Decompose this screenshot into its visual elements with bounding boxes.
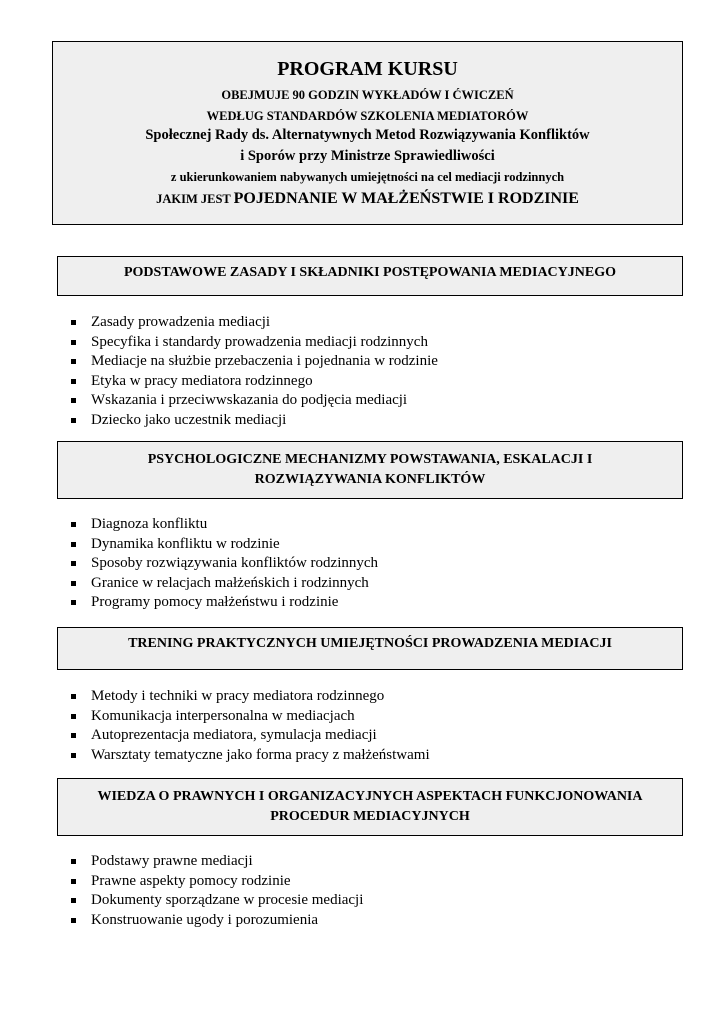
section-heading-2	[57, 441, 683, 499]
list-item	[71, 911, 363, 931]
square-bullet-icon	[71, 320, 76, 325]
square-bullet-icon	[71, 898, 76, 903]
list-item-text: Mediacje na służbie przebaczenia i pojednania w rodzinie	[91, 353, 438, 369]
course-program-header	[52, 41, 683, 225]
list-item-text: Warsztaty tematyczne jako forma pracy z małżeństwami	[91, 746, 430, 763]
square-bullet-icon	[71, 753, 76, 758]
square-bullet-icon	[71, 733, 76, 738]
list-item	[71, 872, 363, 892]
header-goal-emphasis: POJEDNANIE W MAŁŻEŃSTWIE I RODZINIE	[233, 190, 579, 207]
section-list-3	[71, 687, 430, 765]
list-item-text: Komunikacja interpersonalna w mediacjach	[91, 707, 355, 724]
section-list-2	[71, 515, 378, 613]
list-item-text: Specyfika i standardy prowadzenia mediacji rodzinnych	[91, 333, 428, 350]
list-item-text: Metody i techniki w pracy mediatora rodzinnego	[91, 688, 385, 704]
square-bullet-icon	[71, 581, 76, 586]
list-item	[71, 535, 378, 555]
square-bullet-icon	[71, 542, 76, 547]
section-heading-1	[57, 256, 683, 296]
list-item-text: Prawne aspekty pomocy rodzinie	[91, 872, 291, 889]
list-item	[71, 554, 378, 574]
list-item-text: Sposoby rozwiązywania konfliktów rodzinnych	[91, 555, 379, 571]
list-item	[71, 313, 438, 333]
list-item	[71, 352, 438, 372]
list-item-text: Dokumenty sporządzane w procesie mediacji	[91, 892, 364, 908]
list-item	[71, 852, 363, 872]
list-item-text: Granice w relacjach małżeńskich i rodzinnych	[91, 574, 369, 591]
header-line-goal	[53, 189, 682, 209]
header-line-hours: OBEJMUJE 90 GODZIN WYKŁADÓW I ĆWICZEŃ	[221, 88, 514, 102]
square-bullet-icon	[71, 398, 76, 403]
header-line-focus: z ukierunkowaniem nabywanych umiejętności na cel mediacji rodzinnych	[170, 170, 565, 184]
list-item-text: Konstruowanie ugody i porozumienia	[91, 911, 319, 928]
header-line-standards: WEDŁUG STANDARDÓW SZKOLENIA MEDIATORÓW	[206, 109, 529, 123]
list-item-text: Programy pomocy małżeństwu i rodzinie	[91, 594, 339, 610]
list-item-text: Etyka w pracy mediatora rodzinnego	[91, 372, 313, 389]
list-item-text: Podstawy prawne mediacji	[91, 853, 253, 869]
section-list-4	[71, 852, 363, 930]
list-item-text: Dynamika konfliktu w rodzinie	[91, 535, 280, 552]
header-goal-prefix: JAKIM JEST	[156, 192, 234, 206]
list-item	[71, 593, 378, 613]
section-heading-4	[57, 778, 683, 836]
page-title: PROGRAM KURSU	[277, 58, 458, 80]
list-item	[71, 515, 378, 535]
square-bullet-icon	[71, 859, 76, 864]
list-item	[71, 333, 438, 353]
square-bullet-icon	[71, 379, 76, 384]
section-title: WIEDZA O PRAWNYCH I ORGANIZACYJNYCH ASPEKTACH FUNKCJONOWANIA PROCEDUR MEDIACYJNYCH	[97, 789, 643, 824]
square-bullet-icon	[71, 561, 76, 566]
list-item-text: Dziecko jako uczestnik mediacji	[91, 411, 287, 428]
list-item	[71, 746, 430, 766]
list-item	[71, 372, 438, 392]
square-bullet-icon	[71, 918, 76, 923]
square-bullet-icon	[71, 418, 76, 423]
list-item	[71, 891, 363, 911]
list-item	[71, 707, 430, 727]
list-item-text: Wskazania i przeciwwskazania do podjęcia mediacji	[91, 392, 408, 408]
header-line-council: Społecznej Rady ds. Alternatywnych Metod Rozwiązywania Konfliktów	[145, 127, 590, 143]
section-list-1	[71, 313, 438, 430]
section-title: TRENING PRAKTYCZNYCH UMIEJĘTNOŚCI PROWADZENIA MEDIACJI	[128, 636, 612, 651]
list-item	[71, 391, 438, 411]
list-item	[71, 574, 378, 594]
square-bullet-icon	[71, 694, 76, 699]
list-item-text: Zasady prowadzenia mediacji	[91, 314, 271, 330]
square-bullet-icon	[71, 359, 76, 364]
square-bullet-icon	[71, 600, 76, 605]
section-heading-3	[57, 627, 683, 670]
square-bullet-icon	[71, 714, 76, 719]
list-item	[71, 411, 438, 431]
section-title: PSYCHOLOGICZNE MECHANIZMY POWSTAWANIA, ESKALACJI I ROZWIĄZYWANIA KONFLIKTÓW	[147, 452, 593, 487]
list-item-text: Autoprezentacja mediatora, symulacja mediacji	[91, 727, 377, 743]
header-line-ministry: i Sporów przy Ministrze Sprawiedliwości	[240, 148, 495, 164]
square-bullet-icon	[71, 879, 76, 884]
section-title: PODSTAWOWE ZASADY I SKŁADNIKI POSTĘPOWANIA MEDIACYJNEGO	[123, 265, 617, 280]
list-item	[71, 687, 430, 707]
list-item	[71, 726, 430, 746]
square-bullet-icon	[71, 340, 76, 345]
list-item-text: Diagnoza konfliktu	[91, 516, 208, 532]
square-bullet-icon	[71, 522, 76, 527]
